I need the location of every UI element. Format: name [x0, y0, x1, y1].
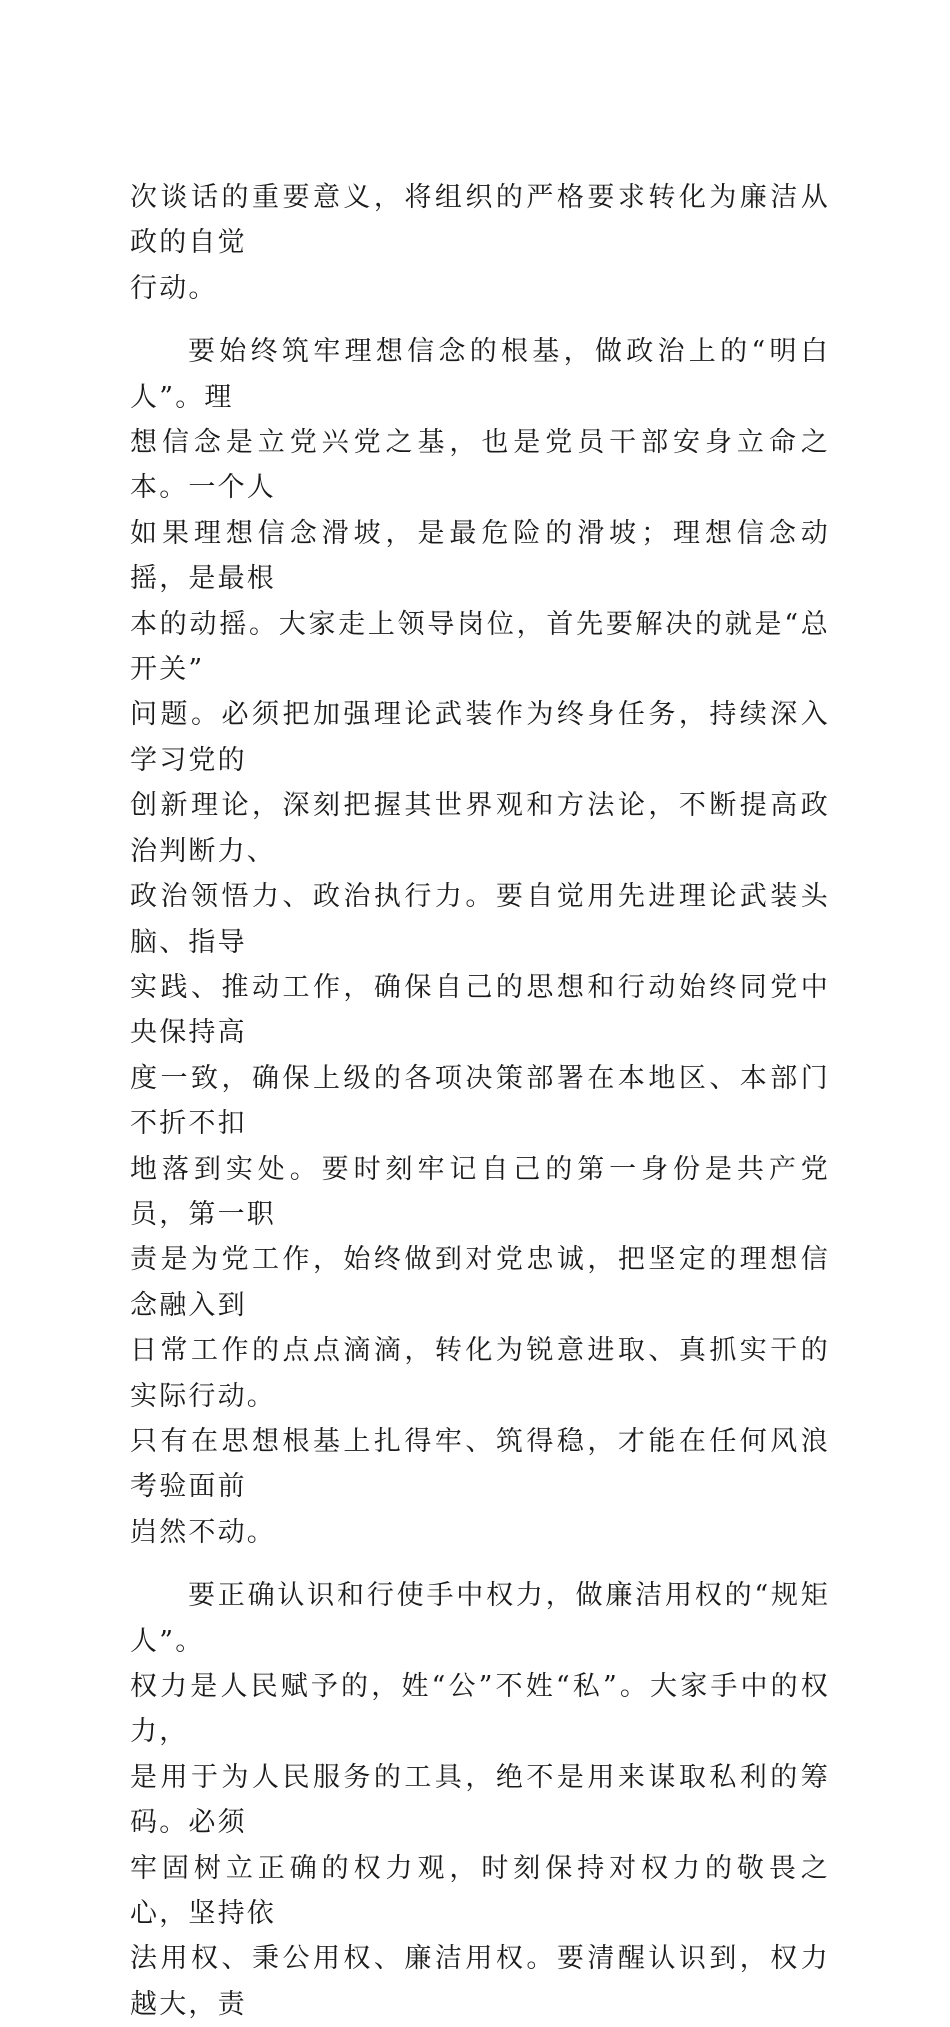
- text-line: 权力是人民赋予的，姓“公”不姓“私”。大家手中的权力，: [130, 1671, 830, 1748]
- document-body: [130, 175, 830, 2027]
- text-line: 地落到实处。要时刻牢记自己的第一身份是共产党员，第一职: [130, 1153, 830, 1230]
- text-line: 法用权、秉公用权、廉洁用权。要清醒认识到，权力越大，责: [130, 1943, 830, 2020]
- text-line: 想信念是立党兴党之基，也是党员干部安身立命之本。一个人: [130, 427, 830, 504]
- paragraph-3: [130, 1573, 830, 2027]
- text-line: 政治领悟力、政治执行力。要自觉用先进理论武装头脑、指导: [130, 881, 830, 958]
- text-line: 问题。必须把加强理论武装作为终身任务，持续深入学习党的: [130, 699, 830, 776]
- text-line: 要正确认识和行使手中权力，做廉洁用权的“规矩人”。: [130, 1580, 830, 1657]
- text-line: 实践、推动工作，确保自己的思想和行动始终同党中央保持高: [130, 971, 830, 1049]
- paragraph-2: [130, 329, 830, 1555]
- text-line: 责是为党工作，始终做到对党忠诚，把坚定的理想信念融入到: [130, 1244, 830, 1321]
- paragraph-1: [130, 175, 830, 311]
- text-line: 岿然不动。: [130, 1516, 276, 1548]
- text-line: 行动。: [130, 272, 218, 304]
- text-line: 只有在思想根基上扎得牢、筑得稳，才能在任何风浪考验面前: [130, 1425, 830, 1503]
- text-line: 是用于为人民服务的工具，绝不是用来谋取私利的筹码。必须: [130, 1761, 830, 1839]
- text-line: 度一致，确保上级的各项决策部署在本地区、本部门不折不扣: [130, 1062, 830, 1140]
- text-line: 日常工作的点点滴滴，转化为锐意进取、真抓实干的实际行动。: [130, 1335, 830, 1412]
- text-line: 创新理论，深刻把握其世界观和方法论，不断提高政治判断力、: [130, 790, 830, 867]
- text-line: 牢固树立正确的权力观，时刻保持对权力的敬畏之心，坚持依: [130, 1852, 830, 1930]
- text-line: 如果理想信念滑坡，是最危险的滑坡；理想信念动摇，是最根: [130, 517, 830, 595]
- text-line: 要始终筑牢理想信念的根基，做政治上的“明白人”。理: [130, 336, 830, 413]
- text-line: 次谈话的重要意义，将组织的严格要求转化为廉洁从政的自觉: [130, 182, 830, 259]
- text-line: 本的动摇。大家走上领导岗位，首先要解决的就是“总开关”: [130, 608, 830, 686]
